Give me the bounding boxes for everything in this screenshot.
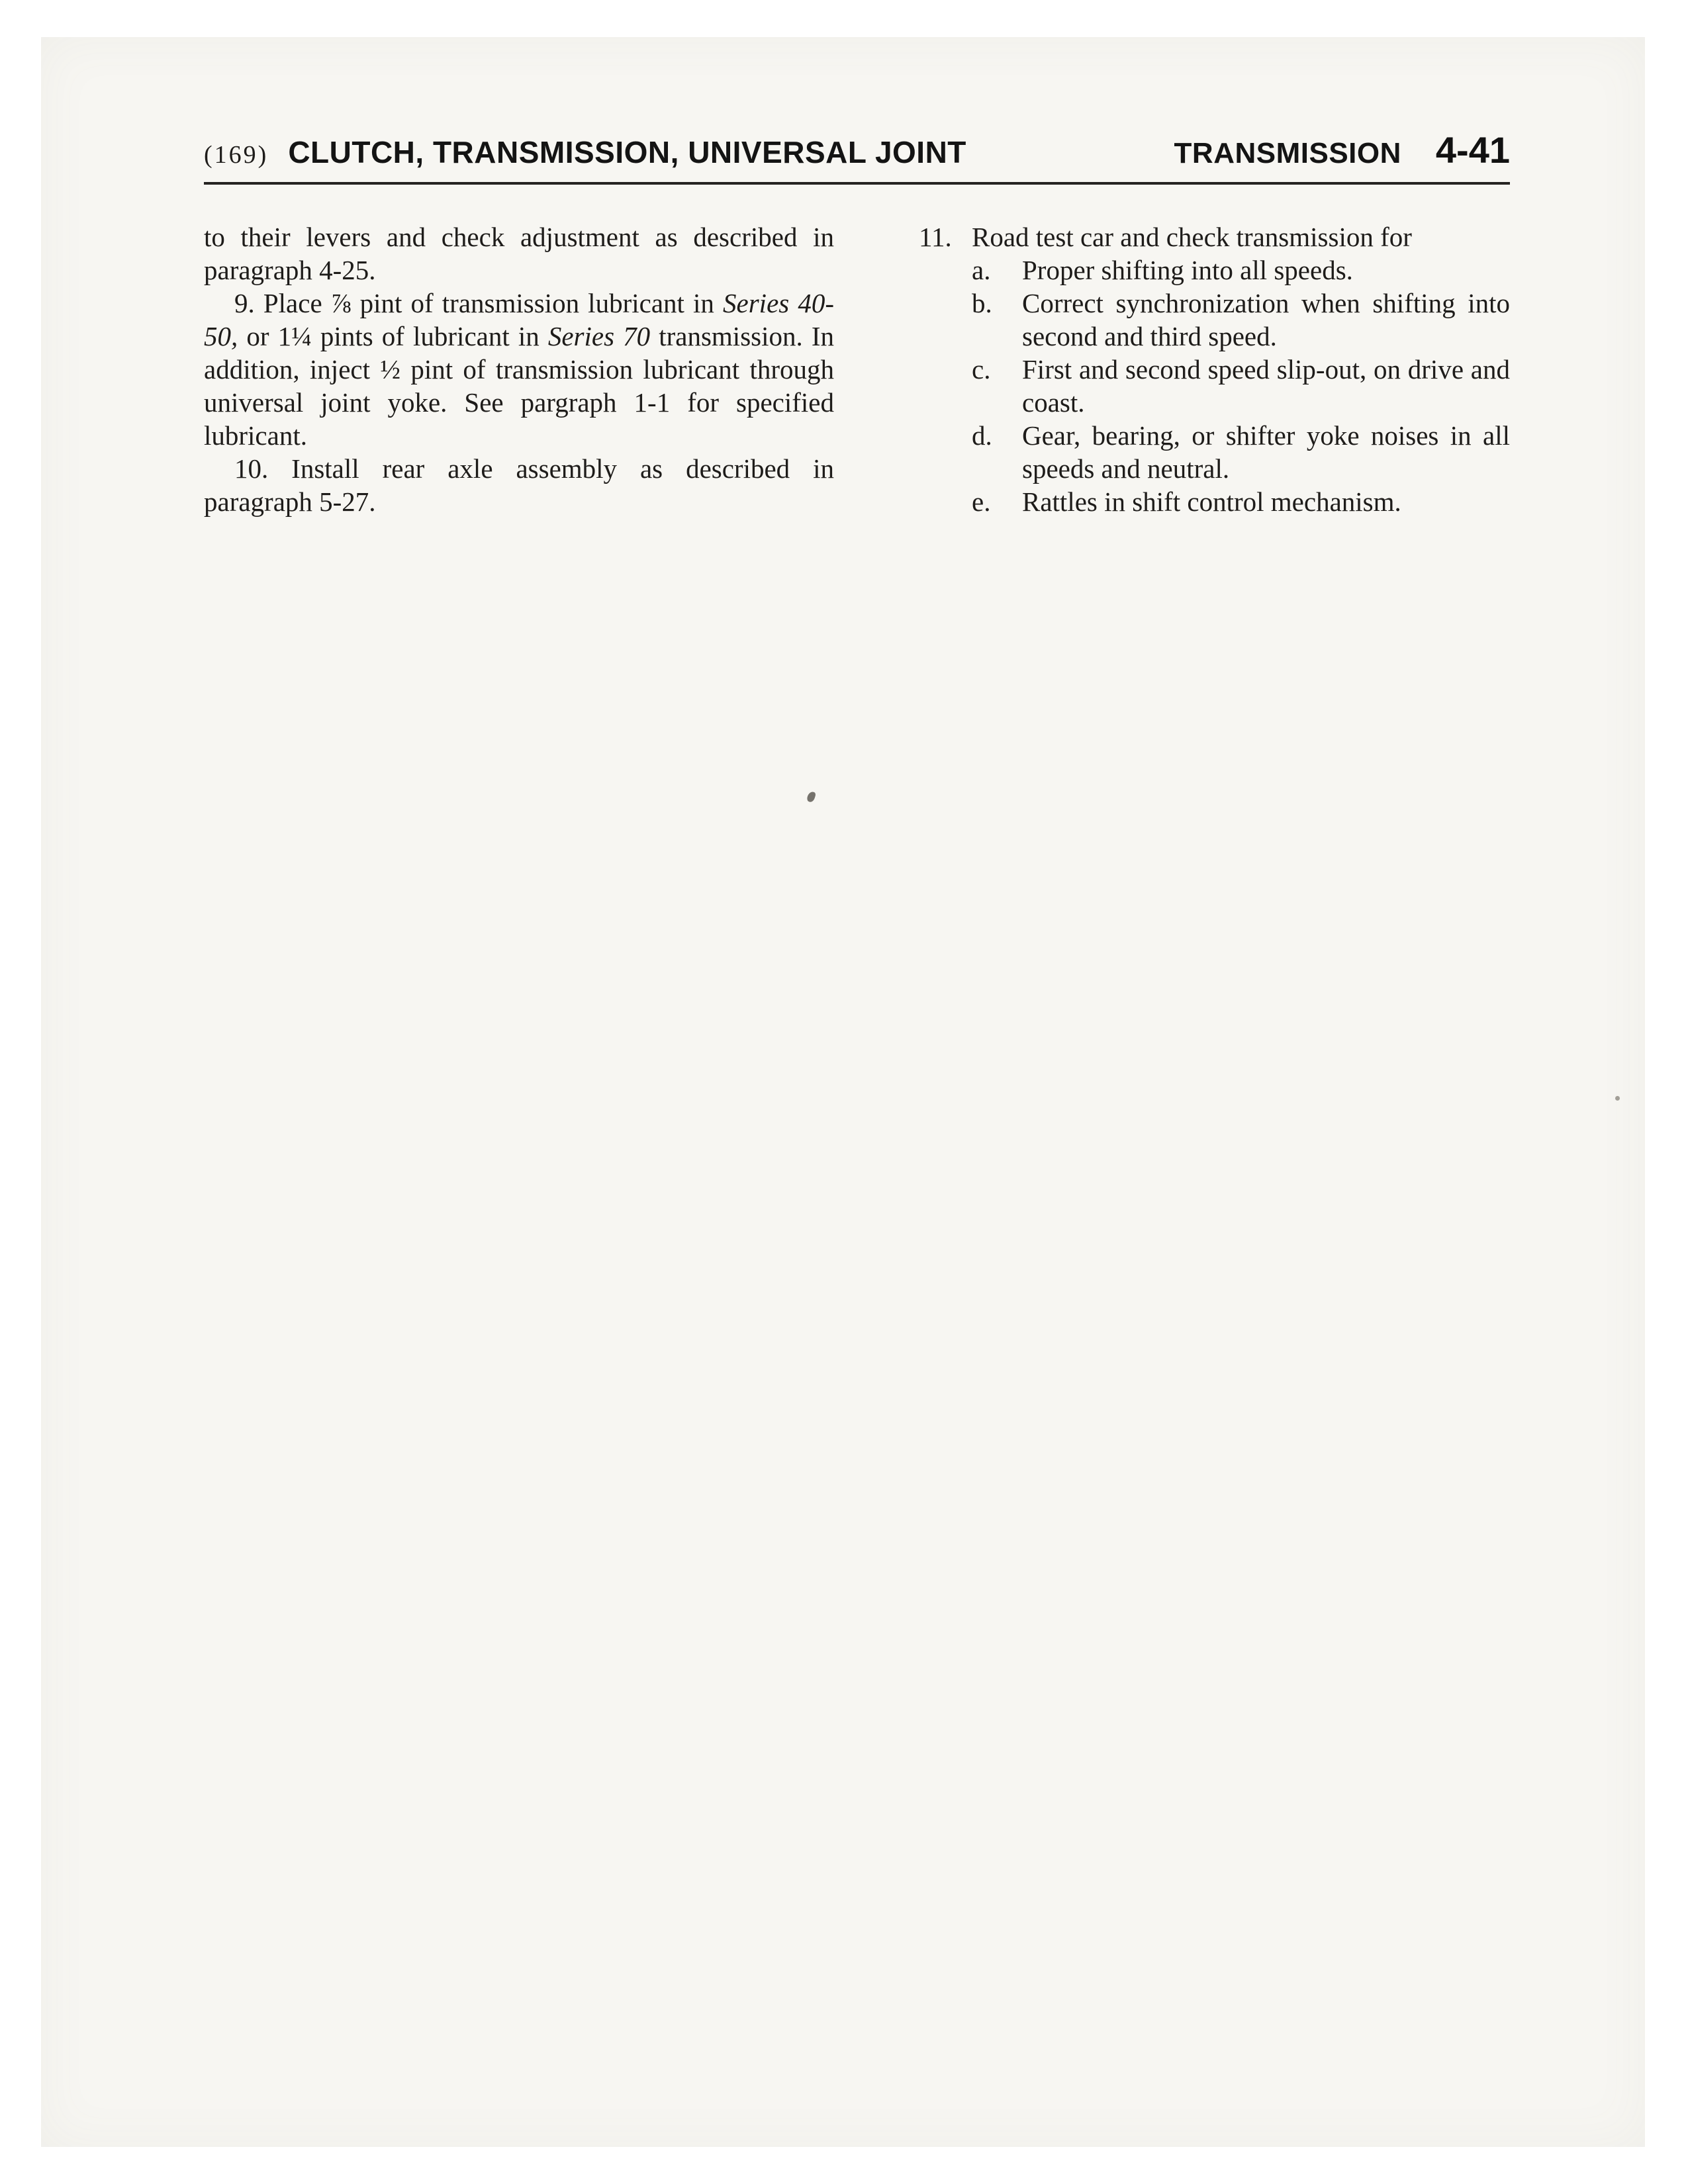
paragraph-text: or 1¼ pints of lubricant in (238, 321, 548, 351)
sub-item-letter: c. (972, 354, 991, 385)
sub-item-letter: b. (972, 288, 992, 318)
sub-item-b (972, 287, 1510, 353)
paragraph-text: transmission. In addition, inject ½ pint of transmission lubricant through universal joint yoke. See pargraph 1-1 for specified lubricant. (204, 321, 834, 451)
paragraph-text: 10. Install rear axle assembly as described in paragraph 5-27. (204, 453, 834, 517)
paragraph-text: 9. Place ⅞ pint of transmission lubricant in (234, 288, 724, 318)
manual-page (41, 37, 1645, 2147)
step-11-block (919, 220, 1510, 518)
page-number: (169) (204, 141, 269, 169)
page-ref: 4-41 (1435, 129, 1510, 171)
step-9-paragraph (204, 287, 834, 452)
sub-item-letter: d. (972, 420, 992, 451)
paragraph-text: to their levers and check adjustment as described in paragraph 4-25. (204, 222, 834, 285)
step-10-paragraph (204, 452, 834, 518)
sub-item-letter: a. (972, 255, 991, 285)
series-40-50-label: Series 40-50, (204, 288, 834, 351)
sub-item-text: Correct synchronization when shifting into second and third speed. (1022, 288, 1510, 351)
page-header (204, 128, 1510, 171)
scan-artifact (1615, 1096, 1620, 1101)
series-70-label: Series 70 (547, 321, 651, 351)
step-11-number: 11. (919, 222, 952, 252)
right-column (919, 220, 1510, 518)
left-column (204, 220, 834, 518)
sub-item-d (972, 419, 1510, 485)
column-gutter (834, 220, 919, 518)
sub-item-text: First and second speed slip-out, on drive and coast. (1022, 354, 1510, 418)
sub-item-letter: e. (972, 486, 991, 517)
sub-item-text: Rattles in shift control mechanism. (1022, 486, 1401, 517)
paragraph-continuation (204, 220, 834, 287)
sub-item-a (972, 253, 1510, 287)
scan-artifact (806, 791, 816, 803)
step-11-lead-text: Road test car and check transmission for (972, 222, 1412, 252)
chapter-title: CLUTCH, TRANSMISSION, UNIVERSAL JOINT (288, 135, 966, 169)
header-rule (204, 182, 1510, 185)
sub-item-text: Gear, bearing, or shifter yoke noises in all speeds and neutral. (1022, 420, 1510, 484)
text-columns (204, 220, 1510, 518)
step-11-body (972, 220, 1510, 518)
page-content (204, 37, 1510, 518)
section-title: TRANSMISSION (1174, 137, 1401, 169)
sub-item-text: Proper shifting into all speeds. (1022, 255, 1353, 285)
sub-item-e (972, 485, 1510, 518)
sub-item-c (972, 353, 1510, 419)
